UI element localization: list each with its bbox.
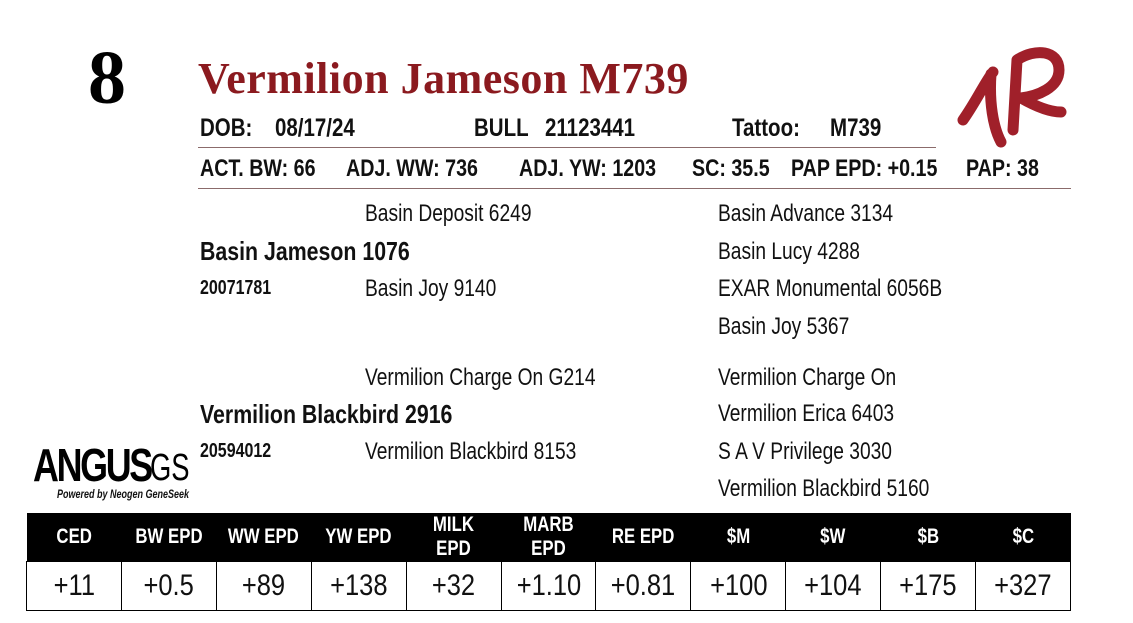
dam-sire-sire: Vermilion Charge On [718, 364, 897, 391]
pap-epd: PAP EPD: +0.15 [791, 155, 938, 182]
dam-sire-dam: Vermilion Erica 6403 [718, 400, 895, 427]
epd-header-re: RE EPD [596, 513, 691, 562]
pap-score: PAP: 38 [966, 155, 1039, 182]
sire-sire-sire: Basin Advance 3134 [718, 200, 894, 227]
epd-header-marb: MARB EPD [501, 513, 596, 562]
epd-value-m: +100 [691, 562, 786, 611]
divider [198, 147, 936, 148]
sire-dam: Basin Joy 9140 [365, 275, 497, 302]
sire-registration: 20071781 [200, 277, 272, 299]
epd-header-milk: MILK EPD [406, 513, 501, 562]
brand-mark-logo [955, 42, 1070, 152]
epd-value-c: +327 [976, 562, 1071, 611]
dob-value: 08/17/24 [275, 114, 355, 142]
epd-value-marb: +1.10 [501, 562, 596, 611]
logo-wordmark: ANGUS [33, 439, 151, 491]
tattoo-value: M739 [830, 114, 882, 142]
epd-value-ced: +11 [27, 562, 122, 611]
angus-gs-logo [33, 439, 190, 501]
epd-value-yw: +138 [311, 562, 406, 611]
logo-suffix: GS [150, 447, 190, 489]
epd-header-yw: YW EPD [311, 513, 406, 562]
dam-dam-dam: Vermilion Blackbird 5160 [718, 475, 930, 502]
sire-sire-dam: Basin Lucy 4288 [718, 238, 860, 265]
sire-dam-sire: EXAR Monumental 6056B [718, 275, 943, 302]
lot-number: 8 [88, 36, 126, 120]
epd-value-bw: +0.5 [121, 562, 216, 611]
epd-value-row [27, 562, 1071, 611]
epd-value-b: +175 [881, 562, 976, 611]
dam-registration: 20594012 [200, 440, 272, 462]
adjusted-weaning-weight: ADJ. WW: 736 [346, 155, 478, 182]
logo-tagline: Powered by Neogen GeneSeek [57, 487, 190, 501]
epd-table [26, 513, 1071, 611]
registration-number: 21123441 [545, 114, 636, 142]
sex-value: BULL [474, 114, 529, 142]
dam-dam: Vermilion Blackbird 8153 [365, 438, 577, 465]
epd-header-w: $W [786, 513, 881, 562]
dam-sire: Vermilion Charge On G214 [365, 364, 596, 391]
dam-dam-sire: S A V Privilege 3030 [718, 438, 892, 465]
adjusted-yearling-weight: ADJ. YW: 1203 [519, 155, 657, 182]
epd-header-m: $M [691, 513, 786, 562]
epd-header-bw: BW EPD [121, 513, 216, 562]
epd-value-re: +0.81 [596, 562, 691, 611]
tattoo-label: Tattoo: [732, 114, 800, 142]
epd-header-b: $B [881, 513, 976, 562]
divider [198, 188, 1071, 189]
animal-name: Vermilion Jameson M739 [198, 54, 689, 103]
dam-name: Vermilion Blackbird 2916 [200, 399, 453, 429]
actual-birth-weight: ACT. BW: 66 [200, 155, 316, 182]
sire-dam-dam: Basin Joy 5367 [718, 313, 850, 340]
sire-name: Basin Jameson 1076 [200, 236, 410, 266]
epd-value-ww: +89 [216, 562, 311, 611]
epd-header-ww: WW EPD [216, 513, 311, 562]
epd-value-w: +104 [786, 562, 881, 611]
epd-header-c: $C [976, 513, 1071, 562]
epd-header-row [27, 513, 1071, 562]
scrotal-circumference: SC: 35.5 [692, 155, 770, 182]
sire-sire: Basin Deposit 6249 [365, 200, 532, 227]
epd-header-ced: CED [27, 513, 122, 562]
epd-value-milk: +32 [406, 562, 501, 611]
dob-label: DOB: [200, 114, 253, 142]
